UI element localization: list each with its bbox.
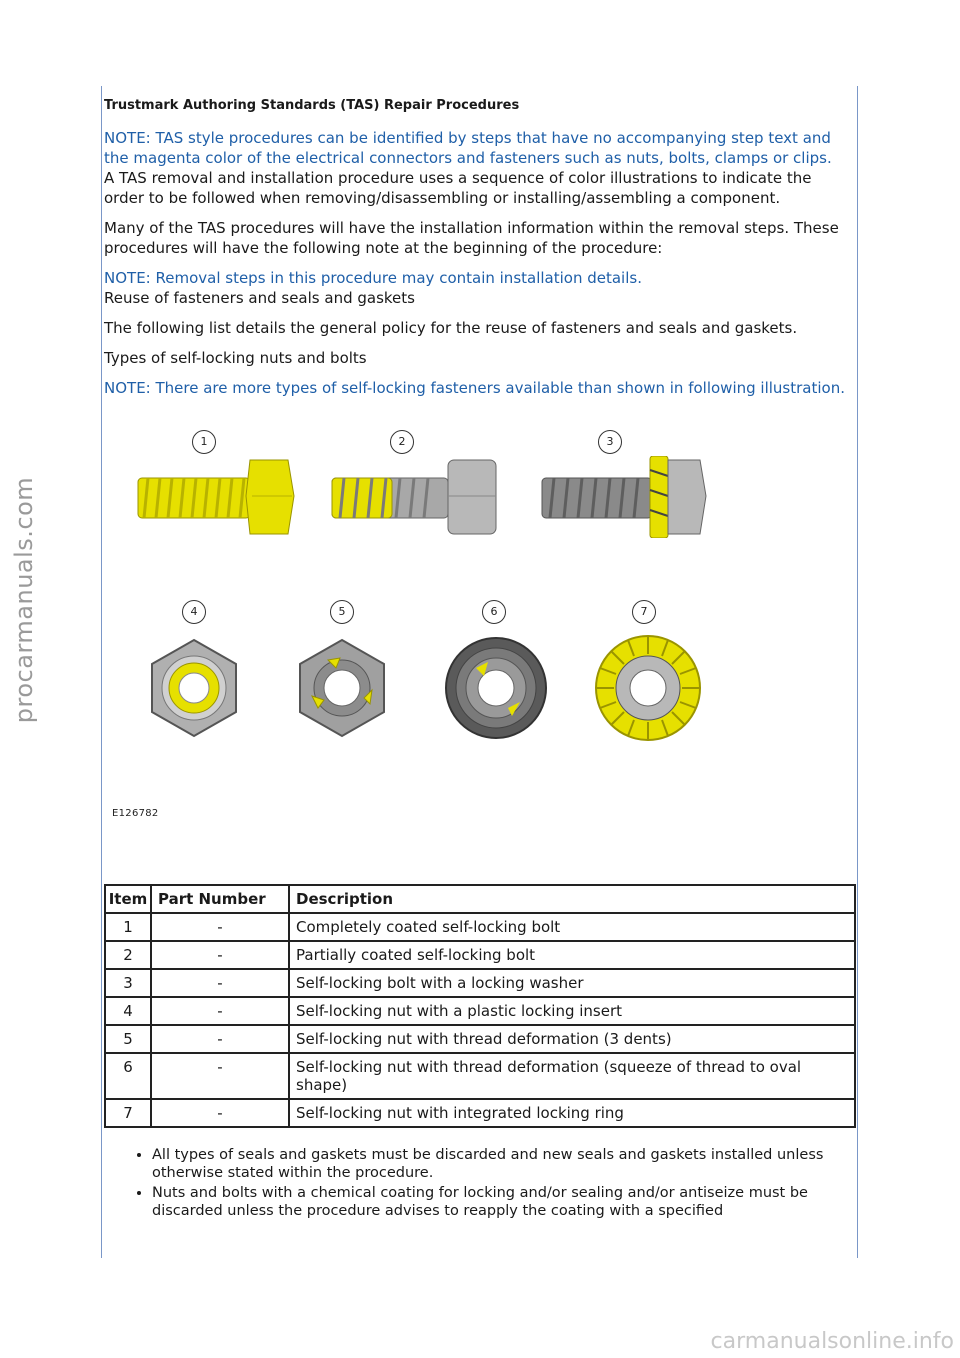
table-row xyxy=(105,1053,855,1099)
note-more-types: NOTE: There are more types of self-locking fasteners available than shown in following illustration. xyxy=(104,379,845,397)
callout-2: 2 xyxy=(390,430,414,454)
paragraph-installation-info: Many of the TAS procedures will have the installation information within the removal steps. These procedures will have the following note at the beginning of the procedure: xyxy=(104,219,839,257)
note-tas-style: NOTE: TAS style procedures can be identified by steps that have no accompanying step text and the magenta color of the electrical connectors and fasteners such as nuts, bolts, clamps or clips. xyxy=(104,129,832,167)
table-header-description: Description xyxy=(289,885,855,913)
table-cell-part-number: - xyxy=(151,969,289,997)
table-cell-part-number: - xyxy=(151,997,289,1025)
right-border-rule xyxy=(857,86,858,1258)
list-item: • All types of seals and gaskets must be discarded and new seals and gaskets installed unless otherwise stated within the procedure. xyxy=(152,1146,856,1182)
paragraph-general-policy: The following list details the general policy for the reuse of fasteners and seals and gaskets. xyxy=(104,319,798,337)
table-cell-part-number: - xyxy=(151,1025,289,1053)
side-watermark: procarmanuals.com xyxy=(10,476,38,724)
table-cell-item: 5 xyxy=(105,1025,151,1053)
table-cell-item: 6 xyxy=(105,1053,151,1099)
table-row xyxy=(105,997,855,1025)
table-cell-part-number: - xyxy=(151,941,289,969)
table-cell-item: 7 xyxy=(105,1099,151,1127)
callout-6: 6 xyxy=(482,600,506,624)
list-item: • Nuts and bolts with a chemical coating for locking and/or sealing and/or antiseize must be discarded unless the procedure advises to reapply the coating with a specified xyxy=(152,1184,856,1220)
table-cell-item: 4 xyxy=(105,997,151,1025)
nut-6-drawing xyxy=(442,634,550,742)
table-cell-item: 2 xyxy=(105,941,151,969)
paragraph-types-heading: Types of self-locking nuts and bolts xyxy=(104,349,367,367)
callout-3: 3 xyxy=(598,430,622,454)
table-cell-item: 3 xyxy=(105,969,151,997)
table-cell-description: Self-locking nut with a plastic locking insert xyxy=(289,997,855,1025)
callout-1: 1 xyxy=(192,430,216,454)
callout-4: 4 xyxy=(182,600,206,624)
nut-4-drawing xyxy=(144,638,244,738)
callout-5: 5 xyxy=(330,600,354,624)
section-heading: Trustmark Authoring Standards (TAS) Repair Procedures xyxy=(104,98,520,113)
bolt-3-drawing xyxy=(540,456,710,538)
table-cell-description: Self-locking nut with integrated locking ring xyxy=(289,1099,855,1127)
note-removal-steps: NOTE: Removal steps in this procedure may contain installation details. xyxy=(104,269,642,287)
table-cell-description: Self-locking bolt with a locking washer xyxy=(289,969,855,997)
table-cell-part-number: - xyxy=(151,913,289,941)
table-row xyxy=(105,1099,855,1127)
table-row xyxy=(105,969,855,997)
table-cell-description: Completely coated self-locking bolt xyxy=(289,913,855,941)
table-row xyxy=(105,1025,855,1053)
table-cell-part-number: - xyxy=(151,1053,289,1099)
table-row xyxy=(105,941,855,969)
left-border-rule xyxy=(101,86,102,1258)
table-cell-description: Self-locking nut with thread deformation (squeeze of thread to oval shape) xyxy=(289,1053,855,1099)
paragraph-tas-removal: A TAS removal and installation procedure uses a sequence of color illustrations to indicate the order to be followed when removing/disassembling or installing/assembling a component. xyxy=(104,169,812,207)
bolt-1-drawing xyxy=(136,456,296,538)
table-cell-description: Self-locking nut with thread deformation (3 dents) xyxy=(289,1025,855,1053)
fastener-illustration xyxy=(104,426,856,862)
policy-bullet-list xyxy=(104,1146,856,1220)
nut-5-drawing xyxy=(292,638,392,738)
nut-7-drawing xyxy=(592,632,704,744)
table-row xyxy=(105,913,855,941)
table-cell-part-number: - xyxy=(151,1099,289,1127)
table-cell-description: Partially coated self-locking bolt xyxy=(289,941,855,969)
table-cell-item: 1 xyxy=(105,913,151,941)
page-content xyxy=(104,96,856,1222)
table-header-row xyxy=(105,885,855,913)
table-header-part-number: Part Number xyxy=(151,885,289,913)
bolt-2-drawing xyxy=(330,456,500,538)
fastener-table xyxy=(104,884,856,1128)
figure-code: E126782 xyxy=(112,808,159,819)
bottom-watermark: carmanualsonline.info xyxy=(710,1329,954,1354)
callout-7: 7 xyxy=(632,600,656,624)
paragraph-reuse-heading: Reuse of fasteners and seals and gaskets xyxy=(104,289,415,307)
table-header-item: Item xyxy=(105,885,151,913)
